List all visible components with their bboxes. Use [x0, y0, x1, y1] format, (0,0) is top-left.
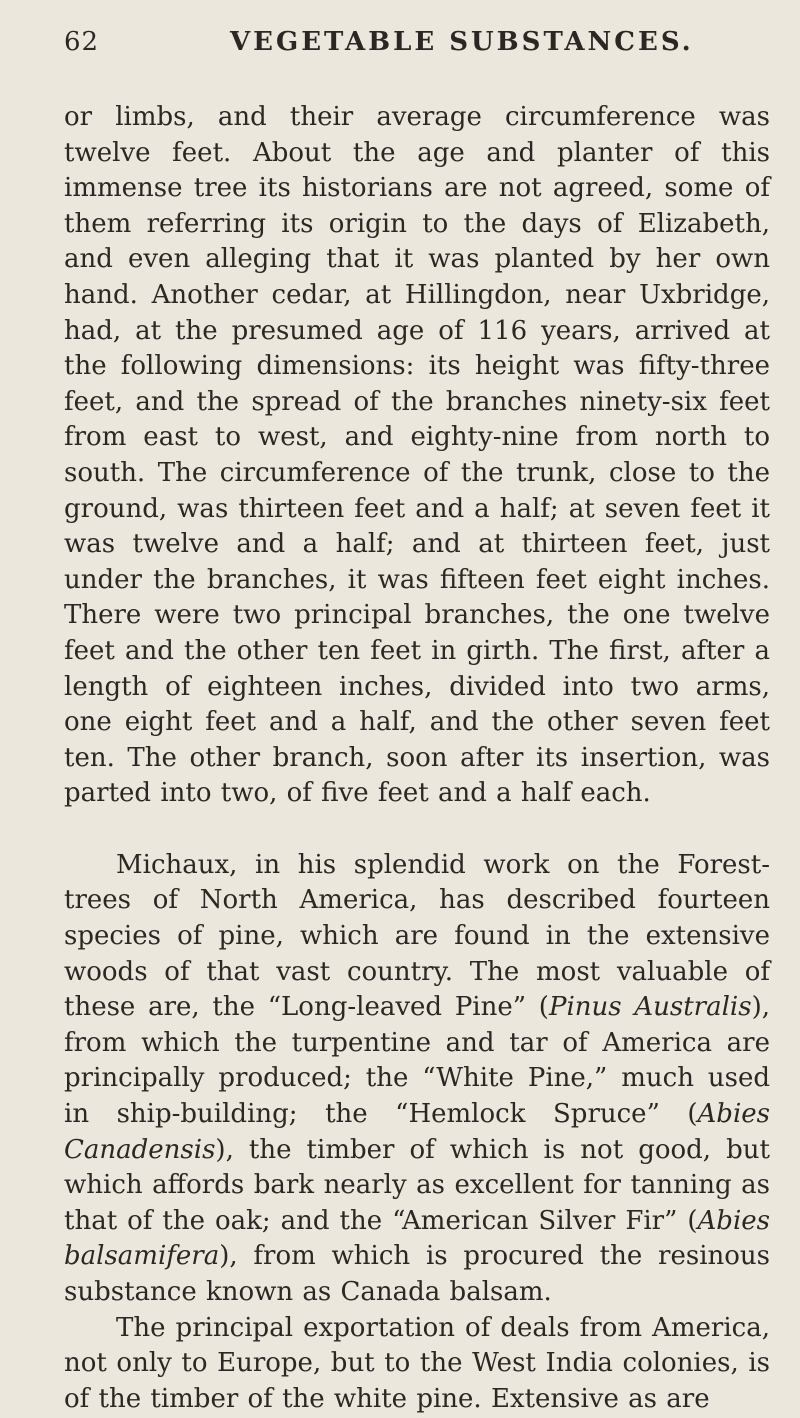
paragraph-cedar: or limbs, and their average circumference was twelve feet. About the age and planter of this immense tree its historians are not agreed, some of them referring its origin to the days of Elizabeth, and even alleging that it was planted by her own hand. Another cedar, at Hillingdon, near Uxbridge, had, at the presumed age of 116 years, arrived at the following dimensions: its height was fifty-three feet, and the spread of the branches ninety-six feet from east to west, and eighty-nine from north to south. The circumference of the trunk, close to the ground, was thirteen feet and a half; at seven feet it was twelve and a half; and at thirteen feet, just under the branches, it was fifteen feet eight inches. There were two principal branches, the one twelve feet and the other ten feet in girth. The first, after a length of eighteen inches, divided into two arms, one eight feet and a half, and the other seven feet ten. The other branch, soon after its insertion, was parted into two, of five feet and a half each. [64, 102, 770, 809]
page-number: 62 [64, 27, 100, 57]
running-head: VEGETABLE SUBSTANCES. [230, 27, 694, 57]
body-text [64, 100, 770, 1417]
paragraph-exportation: The principal exportation of deals from America, not only to Europe, but to the West India colonies, is of the timber of the white pine. Extensive as are [64, 1312, 770, 1414]
page-header [64, 20, 764, 64]
paragraph-michaux: Michaux, in his splendid work on the Forest-trees of North America, has described fourteen species of pine, which are found in the extensive woods of that vast country. The most valuable of these are, the “Long-leaved Pine” (Pinus Australis), from which the turpentine and tar of America are principally produced; the “White Pine,” much used in ship-building; the “Hemlock Spruce” (Abies Canadensis), the timber of which is not good, but which affords bark nearly as excellent for tanning as that of the oak; and the “American Silver Fir” (Abies balsamifera), from which is procured the resinous substance known as Canada balsam. [64, 849, 770, 1307]
